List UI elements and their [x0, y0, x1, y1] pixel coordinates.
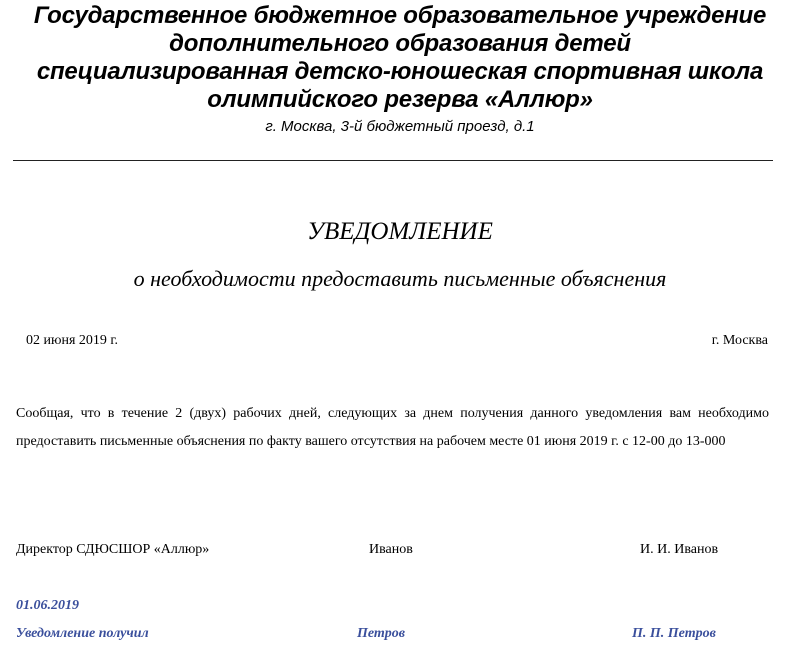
receipt-full-name: П. П. Петров: [632, 626, 716, 641]
org-name-line-2: дополнительного образования детей: [169, 30, 631, 57]
signer-full-name: И. И. Иванов: [640, 542, 719, 557]
org-name-line-1: Государственное бюджетное образовательное учреждение: [33, 2, 767, 29]
org-name-line-3: специализированная детско-юношеская спортивная школа: [36, 58, 764, 85]
organization-header: [0, 2, 800, 136]
document-date: 02 июня 2019 г.: [26, 333, 119, 348]
document-city: г. Москва: [711, 333, 768, 348]
org-address: г. Москва, 3-й бюджетный проезд, д.1: [265, 118, 535, 135]
document-title: УВЕДОМЛЕНИЕ: [307, 218, 493, 245]
receipt-label: Уведомление получил: [16, 626, 149, 641]
notice-body: Сообщая, что в течение 2 (двух) рабочих дней, следующих за днем получения данного уведомления вам необходимо предоставить письменные объяснения по факту вашего отсутствия на рабочем месте 01 июня 2019 г. с 12-00 до 13-000: [16, 406, 769, 449]
receipt-date: 01.06.2019: [16, 598, 79, 613]
signer-position: Директор СДЮСШОР «Аллюр»: [16, 542, 210, 557]
header-divider: [13, 160, 773, 161]
signer-signature: Иванов: [369, 542, 413, 557]
org-name-line-4: олимпийского резерва «Аллюр»: [207, 86, 593, 113]
receipt-signature: Петров: [357, 626, 406, 641]
document-subtitle: о необходимости предоставить письменные объяснения: [133, 266, 667, 291]
